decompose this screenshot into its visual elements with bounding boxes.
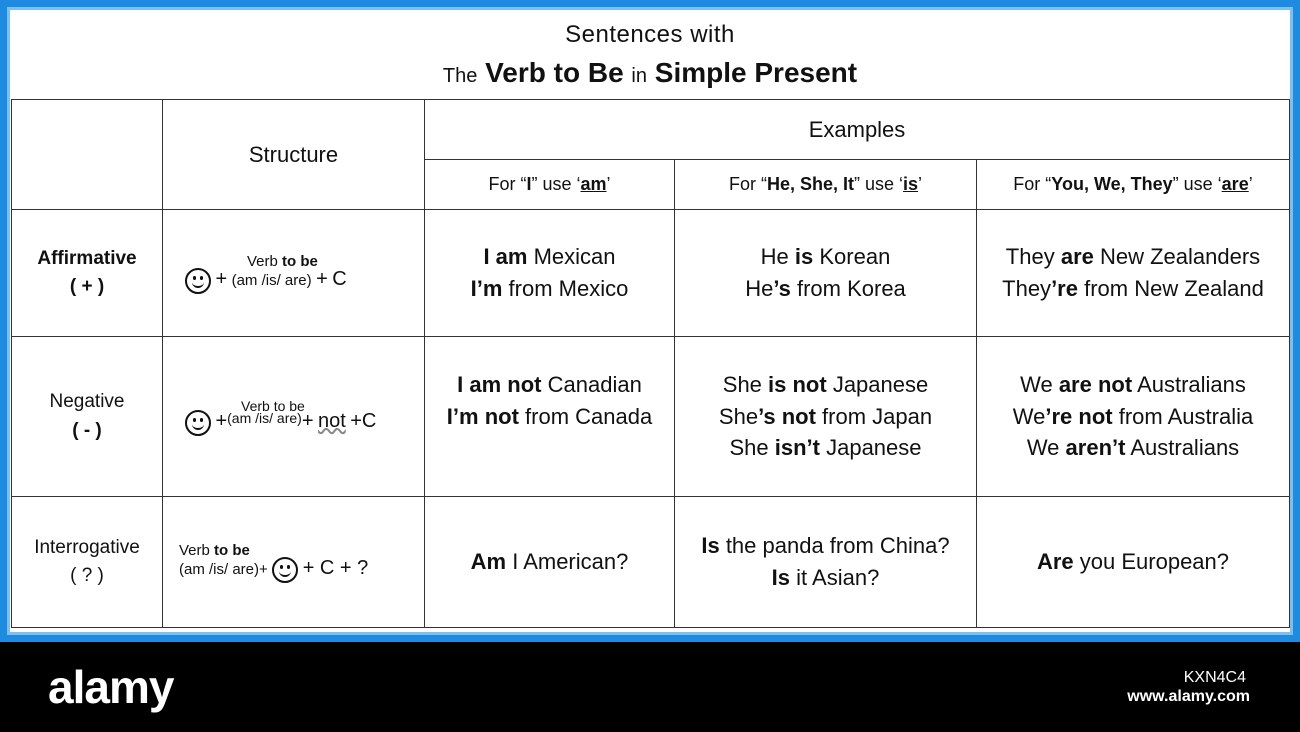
- col-header-i: For “I” use ‘am’: [425, 160, 675, 210]
- negative-example-i: I am not Canadian I’m not from Canada: [425, 337, 675, 497]
- title-area: [7, 7, 1293, 99]
- interrogative-label: Interrogative ( ? ): [12, 497, 163, 628]
- negative-example-she: She is not Japanese She’s not from Japan She isn’t Japanese: [675, 337, 977, 497]
- title-the: The: [442, 65, 478, 87]
- examples-header: Examples: [425, 100, 1290, 160]
- smiley-icon: [185, 410, 211, 436]
- interrogative-row: [12, 497, 1290, 628]
- title-simple-present: Simple Present: [654, 57, 858, 88]
- affirmative-example-i: I am Mexican I’m from Mexico: [425, 210, 675, 337]
- stock-id: KXN4C4: [1183, 669, 1246, 686]
- corner-cell: [12, 100, 163, 210]
- col-header-he-she-it: For “He, She, It” use ‘is’: [675, 160, 977, 210]
- grammar-table: [11, 99, 1290, 628]
- structure-header: Structure: [163, 100, 425, 210]
- smiley-icon: [272, 557, 298, 583]
- title-line-1: Sentences with: [565, 21, 735, 48]
- affirmative-row: [12, 210, 1290, 337]
- site-url: www.alamy.com: [1127, 688, 1250, 705]
- interrogative-example-i: Am I American?: [425, 497, 675, 628]
- affirmative-example-he: He is Korean He’s from Korea: [675, 210, 977, 337]
- negative-row: [12, 337, 1290, 497]
- alamy-logo: alamy: [48, 661, 174, 713]
- title-verb-to-be: Verb to Be: [485, 57, 624, 88]
- title-line-2: [7, 57, 1293, 89]
- affirmative-example-they: They are New Zealanders They’re from New Zealand: [977, 210, 1290, 337]
- col-header-you-we-they: For “You, We, They” use ‘are’: [977, 160, 1290, 210]
- interrogative-structure: Verb to be (am /is/ are)+ + C + ?: [163, 497, 425, 628]
- title-in: in: [631, 65, 647, 87]
- affirmative-label: Affirmative ( + ): [12, 210, 163, 337]
- negative-label: Negative ( - ): [12, 337, 163, 497]
- watermark-footer: [0, 642, 1300, 732]
- interrogative-example-it: Is the panda from China? Is it Asian?: [675, 497, 977, 628]
- smiley-icon: [185, 268, 211, 294]
- chart-panel: [7, 7, 1293, 635]
- affirmative-structure: Verb to be + (am /is/ are) + C: [163, 210, 425, 337]
- negative-example-we: We are not Australians We’re not from Australia We aren’t Australians: [977, 337, 1290, 497]
- header-row-1: [12, 100, 1290, 160]
- interrogative-example-you: Are you European?: [977, 497, 1290, 628]
- negative-structure: Verb to be +(am /is/ are)+ not +C: [163, 337, 425, 497]
